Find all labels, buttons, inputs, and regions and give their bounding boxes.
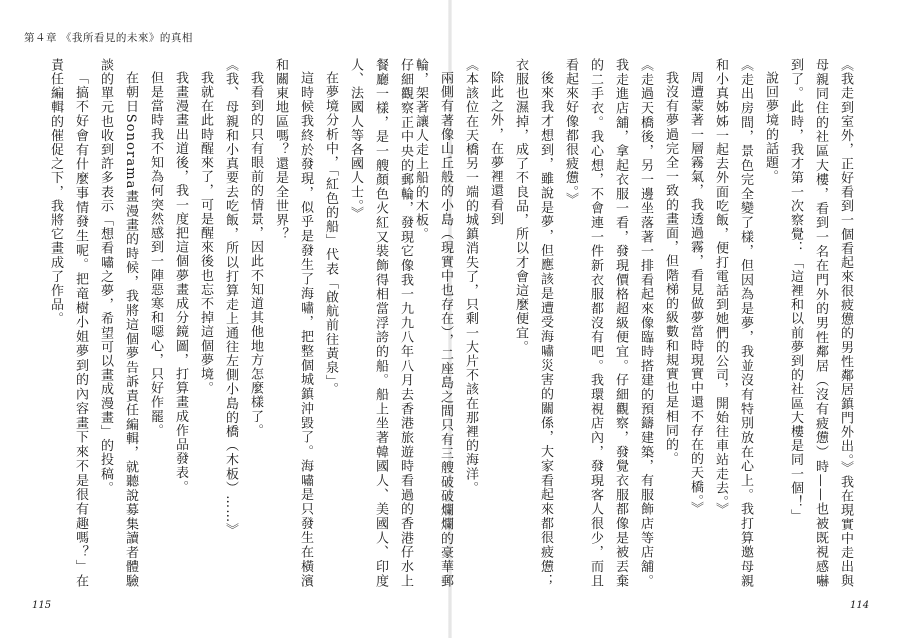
paragraph: 「搞不好會有什麼事情發生呢。把竜樹小姐夢到的內容畫下來不是很有趣嗎？」在責任編輯的催促之下，我將它畫成了作品。: [48, 58, 88, 588]
running-head: 第４章 《我所看見的未來》的真相: [24, 32, 193, 44]
paragraph: 這時候我終於發現，似乎是發生了海嘯，把整個城鎮沖毀了。海嘯是只發生在橫濱和關東地區嗎？還是全世界？: [273, 58, 313, 588]
paragraph: 《我走到室外，正好看到一個看起來很疲憊的男性鄰居鎮門外出。》我在現實中走出與母親同住的社區大樓，看到一名在門外的男性鄰居（沒有疲憊）時——也被既視感嚇到了。此時，我才第一次察覺：「這裡和以前夢到的社區大樓是同一個！」: [788, 58, 853, 588]
paragraph: 《本該位在天橋另一端的城鎮消失了，只剩一大片不該在那裡的海洋。: [463, 58, 478, 496]
page-number-right: 114: [850, 600, 870, 611]
paragraph: 我就在此時醒來了，可是醒來後也忘不掉這個夢境。: [198, 71, 213, 396]
right-page-body: [413, 58, 858, 588]
paragraph: 我畫漫畫出道後，我一度把這個夢畫成分鏡圖，打算畫成作品發表。: [173, 71, 188, 494]
paragraph: 說回夢境的話題。: [763, 71, 778, 184]
paragraph: 我沒有夢過完全一致的畫面，但階梯的級數和規實也是相同的。: [663, 71, 678, 466]
paragraph: 周遭蒙著一層霧氣，我透過霧，看見做夢當時現實中還不存在的天橋。》: [688, 71, 703, 516]
right-page: [413, 0, 900, 638]
paragraph: 《我、母親和小真要去吃飯，所以打算走上通往左側小島的橋（木板）……》: [223, 58, 238, 538]
paragraph: 在夢境分析中，「紅色的船」代表「啟航前往黃泉」。: [323, 71, 338, 397]
paragraph: 在朝日Sonorama畫漫畫的時候，我將這個夢告訴責任編輯，就聽說募集讀者體驗談的單元也收到許多表示「想看嘯之夢，希望可以畫成漫畫」的投稿。: [98, 58, 138, 588]
left-page-body: [48, 58, 418, 588]
paragraph: 《走出房間，景色完全變了樣，但因為是夢，我並沒有特別放在心上。我打算邀母親和小真姊姊一起去外面吃飯，便打電話到她們的公司，開始往車站走去。》: [713, 58, 753, 588]
paragraph: 後來我才想到，雖說是夢，但應該是遭受海嘯災害的關係，大家看起來都很疲憊；衣服也濕掉，成了不良品，所以才會這麼便宜。: [513, 58, 553, 588]
paragraph: 兩側有著像山丘般的小島（現實中也存在），二座島之間只有三艘破破爛爛的豪華郵輪，架著讓人走上船的木板。: [413, 58, 453, 588]
page-number-left: 115: [32, 600, 52, 611]
paragraph: 我看到的只有眼前的情景，因此不知道其他地方怎麼樣了。: [248, 71, 263, 438]
paragraph: 但是當時我不知為何突然感到一陣惡寒和噁心，只好作罷。: [148, 71, 163, 438]
paragraph: 除此之外，在夢裡還看到: [488, 71, 503, 227]
paragraph: 《走過天橋後，另一邊坐落著一排看起來像臨時搭建的預鑄建築，有服飾店等店舖。我走進店舖，拿起衣服一看，發現價格超級便宜。仔細觀察，發覺衣服都像是被丟棄的二手衣。我心想，不會連一件新衣服都沒有吧。我環視店內，發現客人很少，而且看起來好像都很疲憊。》: [563, 58, 653, 588]
paragraph: 仔細觀察正中央的郵輪，發現它像我一九九八年八月去香港旅遊時看過的香港仔水上餐廳一樣，是一艘顏色火紅又裝飾得相當浮誇的船。船上坐著韓國人、美國人、印度人、法國人等各國人士。》: [348, 58, 413, 588]
